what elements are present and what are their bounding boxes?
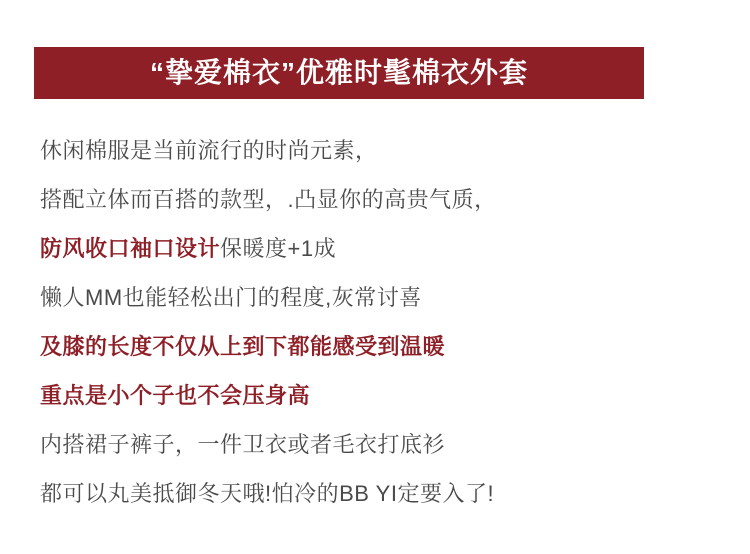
description-line-highlight-part: 防风收口袖口设计: [40, 236, 221, 261]
description-line-highlight: 重点是小个子也不会压身高: [40, 383, 311, 408]
description-line-plain-part: 保暖度+1成: [220, 236, 337, 261]
description-line: 都可以丸美抵御冬天哦!怕冷的BB YI定要入了!: [40, 481, 495, 506]
description-line: 懒人MM也能轻松出门的程度,灰常讨喜: [40, 285, 422, 310]
description-line-mixed: [40, 224, 720, 273]
page-title: “挚爱棉衣”优雅时髦棉衣外套: [149, 57, 528, 88]
description-line: 搭配立体而百搭的款型，.凸显你的高贵气质，: [40, 187, 497, 212]
description-text-block: [40, 126, 720, 518]
description-line: 内搭裙子裤子，一件卫衣或者毛衣打底衫: [40, 432, 446, 457]
description-line-highlight: 及膝的长度不仅从上到下都能感受到温暖: [40, 334, 446, 359]
description-line: 休闲棉服是当前流行的时尚元素，: [40, 138, 378, 163]
banner-title-bar: [34, 47, 644, 99]
